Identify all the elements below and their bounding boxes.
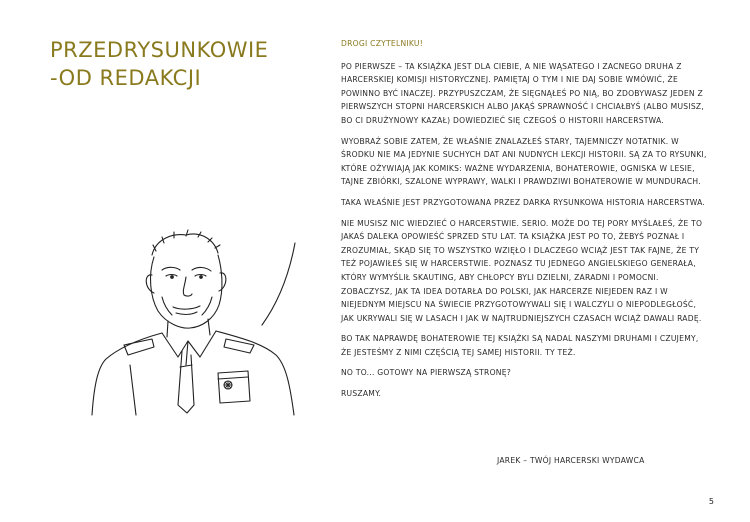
- letter-paragraph: TAKA WŁAŚNIE JEST PRZYGOTOWANA PRZEZ DARKA RYSUNKOWA HISTORIA HARCERSTWA.: [341, 197, 706, 207]
- heading-line-2: -OD REDAKCJI: [50, 66, 202, 90]
- letter-paragraph: RUSZAMY.: [341, 389, 382, 399]
- letter-paragraph: BO TAK NAPRAWDĘ BOHATEROWIE TEJ KSIĄŻKI SĄ NADAL NASZYMI DRUHAMI I CZUJEMY, ŻE JESTEŚMY Z NIMI CZĘŚCIĄ TEJ SAMEJ HISTORII. TY TEŻ.: [341, 334, 699, 357]
- editorial-letter: [341, 37, 711, 408]
- letter-paragraph: NIE MUSISZ NIC WIEDZIEĆ O HARCERSTWIE. SERIO. MOŻE DO TEJ PORY MYŚLAŁEŚ, ŻE TO JAKAŚ DALEKA OPOWIEŚĆ SPRZED STU LAT. TA KSIĄŻKA JEST PO TO, ŻEBYŚ POZNAŁ I ZROZUMIAŁ, SKĄD SIĘ TO WSZYSTKO WZIĘŁO I DLACZEGO WCIĄŻ JEST TAK FAJNE, ŻE TY TEŻ POJAWIŁEŚ SIĘ W HARCERSTWIE. POZNASZ TU JEDNEGO ANGIELSKIEGO GENERAŁA, KTÓRY WYMYŚLIŁ SKAUTING, ABY CHŁOPCY BYLI DZIELNI, ZARADNI I POMOCNI. ZOBACZYSZ, JAK TA IDEA DOTARŁA DO POLSKI, JAK HARCERZE NIEJEDEN RAZ I W NIEJEDNYM MIEJSCU NA ŚWIECIE PRZYGOTOWYWALI SIĘ I WALCZYLI O NIEPODLEGŁOŚĆ, JAK UKRYWALI SIĘ W LASACH I JAK W NAJTRUDNIEJSZYCH CZASACH WCIĄŻ DAWALI RADĘ.: [341, 218, 703, 323]
- letter-signature: JAREK – TWÓJ HARCERSKI WYDAWCA: [497, 456, 645, 465]
- letter-greeting: DROGI CZYTELNIKU!: [341, 39, 423, 48]
- heading-line-1: PRZEDRYSUNKOWIE: [50, 38, 269, 62]
- page-heading: [50, 36, 268, 92]
- letter-paragraph: WYOBRAŹ SOBIE ZATEM, ŻE WŁAŚNIE ZNALAZŁEŚ STARY, TAJEMNICZY NOTATNIK. W ŚRODKU NIE MA JEDYNIE SUCHYCH DAT ANI NUDNYCH LEKCJI HISTORII. SĄ ZA TO RYSUNKI, KTÓRE OŻYWIAJĄ JAK KOMIKS: WAŻNE WYDARZENIA, BOHATEROWIE, OGNISKA W LESIE, TAJNE ZBIÓRKI, SZALONE WYPRAWY, WALKI I PRAWDZIWI BOHATEROWIE W MUNDURACH.: [341, 136, 707, 187]
- scout-leader-illustration: [90, 215, 310, 420]
- letter-paragraph: NO TO... GOTOWY NA PIERWSZĄ STRONĘ?: [341, 368, 512, 378]
- page-number: 5: [708, 497, 714, 506]
- letter-paragraph: PO PIERWSZE – TA KSIĄŻKA JEST DLA CIEBIE, A NIE WĄSATEGO I ZACNEGO DRUHA Z HARCERSKIEJ KOMISJI HISTORYCZNEJ. PAMIĘTAJ O TYM I NIE DAJ SOBIE WMÓWIĆ, ŻE POWINNO BYĆ INACZEJ. PRZYPUSZCZAM, ŻE SIĘGNĄŁEŚ PO NIĄ, BO ZDOBYWASZ JEDEN Z PIERWSZYCH STOPNI HARCERSKICH ALBO JAKĄŚ SPRAWNOŚĆ I CHCIAŁBYŚ (ALBO MUSISZ, BO CI DRUŻYNOWY KAZAŁ) DOWIEDZIEĆ SIĘ CZEGOŚ O HISTORII HARCERSTWA.: [341, 61, 705, 125]
